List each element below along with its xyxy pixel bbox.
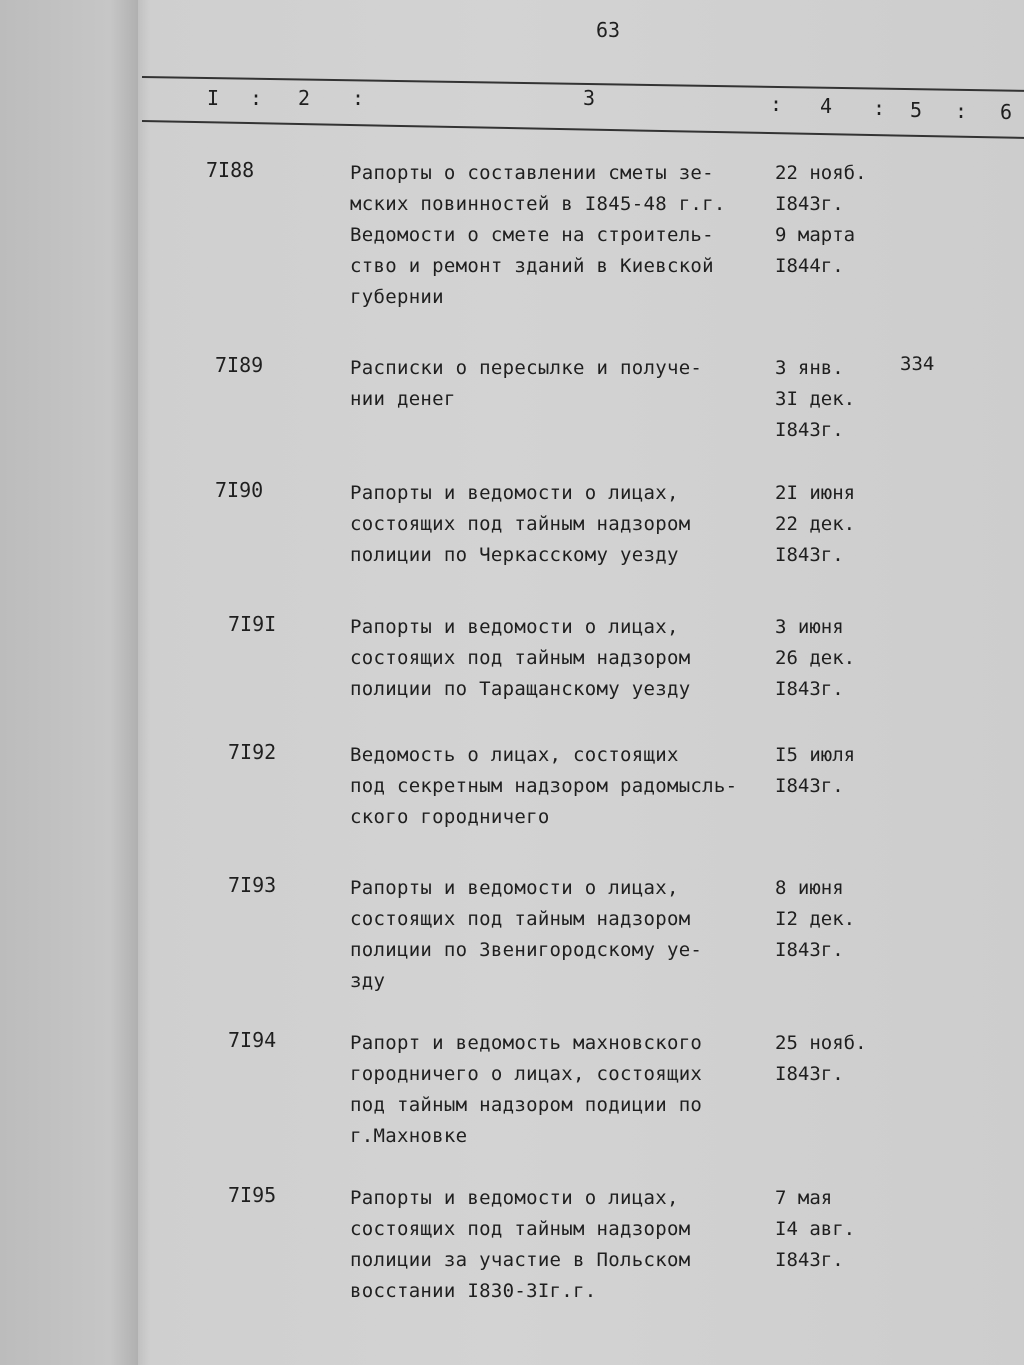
description-line: зду bbox=[350, 970, 386, 992]
description-line: полиции по Черкасскому уезду bbox=[350, 544, 679, 566]
date-line: 3 янв. bbox=[775, 357, 844, 379]
description-line: полиции за участие в Польском bbox=[350, 1249, 691, 1271]
col-sep: : bbox=[770, 92, 783, 116]
description-line: Рапорты о составлении сметы зе- bbox=[350, 162, 714, 184]
entry-dates bbox=[775, 612, 855, 705]
date-line: 26 дек. bbox=[775, 647, 856, 669]
description-line: нии денег bbox=[350, 388, 456, 410]
description-line: состоящих под тайным надзором bbox=[350, 647, 691, 669]
entry-description bbox=[350, 873, 702, 997]
entry-description bbox=[350, 478, 690, 571]
entry-description bbox=[350, 612, 690, 705]
entry-number: 7I92 bbox=[228, 740, 277, 764]
date-line: I843г. bbox=[775, 419, 844, 441]
date-line: I843г. bbox=[775, 678, 844, 700]
date-line: 9 марта bbox=[775, 224, 856, 246]
description-line: губернии bbox=[350, 286, 444, 308]
date-line: I843г. bbox=[775, 193, 844, 215]
description-line: г.Махновке bbox=[350, 1125, 468, 1147]
description-line: полиции по Таращанскому уезду bbox=[350, 678, 691, 700]
description-line: Рапорты и ведомости о лицах, bbox=[350, 1187, 679, 1209]
date-line: 8 июня bbox=[775, 877, 844, 899]
description-line: состоящих под тайным надзором bbox=[350, 1218, 691, 1240]
date-line: I2 дек. bbox=[775, 908, 856, 930]
col-header-4: 4 bbox=[820, 94, 833, 118]
col-sep: : bbox=[250, 86, 263, 110]
date-line: I4 авг. bbox=[775, 1218, 856, 1240]
description-line: Расписки о пересылке и получе- bbox=[350, 357, 703, 379]
previous-page-edge bbox=[0, 0, 138, 1365]
description-line: Рапорты и ведомости о лицах, bbox=[350, 482, 679, 504]
entry-number: 7I89 bbox=[215, 353, 264, 377]
entry-dates bbox=[775, 353, 855, 446]
description-line: состоящих под тайным надзором bbox=[350, 908, 691, 930]
col-header-1: I bbox=[207, 86, 220, 110]
description-line: городничего о лицах, состоящих bbox=[350, 1063, 703, 1085]
description-line: Ведомость о лицах, состоящих bbox=[350, 744, 679, 766]
col-header-3: 3 bbox=[583, 86, 596, 110]
date-line: 3I дек. bbox=[775, 388, 856, 410]
description-line: под секретным надзором радомысль- bbox=[350, 775, 738, 797]
col-sep: : bbox=[352, 86, 365, 110]
col-header-2: 2 bbox=[298, 86, 311, 110]
entry-dates bbox=[775, 1183, 855, 1276]
description-line: ство и ремонт зданий в Киевской bbox=[350, 255, 714, 277]
entry-number: 7I94 bbox=[228, 1028, 277, 1052]
entry-description bbox=[350, 740, 737, 833]
entry-number: 7I88 bbox=[206, 158, 255, 182]
date-line: I843г. bbox=[775, 544, 844, 566]
date-line: 3 июня bbox=[775, 616, 844, 638]
entry-dates bbox=[775, 740, 855, 802]
col-header-6: 6 bbox=[1000, 100, 1013, 124]
description-line: мских повинностей в I845-48 г.г. bbox=[350, 193, 726, 215]
date-line: 2I июня bbox=[775, 482, 856, 504]
date-line: I843г. bbox=[775, 1063, 844, 1085]
description-line: Рапорты и ведомости о лицах, bbox=[350, 616, 679, 638]
entry-description bbox=[350, 1183, 690, 1307]
description-line: полиции по Звенигородскому уе- bbox=[350, 939, 703, 961]
entry-col6: 334 bbox=[900, 353, 935, 375]
entry-dates bbox=[775, 478, 855, 571]
description-line: Рапорт и ведомость махновского bbox=[350, 1032, 703, 1054]
col-header-5: 5 bbox=[910, 98, 923, 122]
date-line: I843г. bbox=[775, 939, 844, 961]
date-line: 22 дек. bbox=[775, 513, 856, 535]
description-line: под тайным надзором подиции по bbox=[350, 1094, 703, 1116]
col-sep: : bbox=[873, 96, 886, 120]
entry-dates bbox=[775, 1028, 867, 1090]
date-line: 7 мая bbox=[775, 1187, 833, 1209]
entry-description bbox=[350, 1028, 702, 1152]
col-sep: : bbox=[955, 99, 968, 123]
page-number: 63 bbox=[596, 18, 621, 42]
header-rule-bottom bbox=[142, 120, 1024, 139]
entry-description bbox=[350, 158, 726, 313]
entry-description bbox=[350, 353, 702, 415]
description-line: ского городничего bbox=[350, 806, 550, 828]
entry-number: 7I9I bbox=[228, 612, 277, 636]
entry-dates bbox=[775, 873, 855, 966]
entry-number: 7I90 bbox=[215, 478, 264, 502]
description-line: восстании I830-3Iг.г. bbox=[350, 1280, 597, 1302]
date-line: I843г. bbox=[775, 775, 844, 797]
entry-number: 7I95 bbox=[228, 1183, 277, 1207]
date-line: 22 нояб. bbox=[775, 162, 867, 184]
description-line: состоящих под тайным надзором bbox=[350, 513, 691, 535]
date-line: I5 июля bbox=[775, 744, 856, 766]
date-line: I843г. bbox=[775, 1249, 844, 1271]
date-line: 25 нояб. bbox=[775, 1032, 867, 1054]
entry-dates bbox=[775, 158, 867, 282]
date-line: I844г. bbox=[775, 255, 844, 277]
description-line: Ведомости о смете на строитель- bbox=[350, 224, 714, 246]
entry-number: 7I93 bbox=[228, 873, 277, 897]
description-line: Рапорты и ведомости о лицах, bbox=[350, 877, 679, 899]
